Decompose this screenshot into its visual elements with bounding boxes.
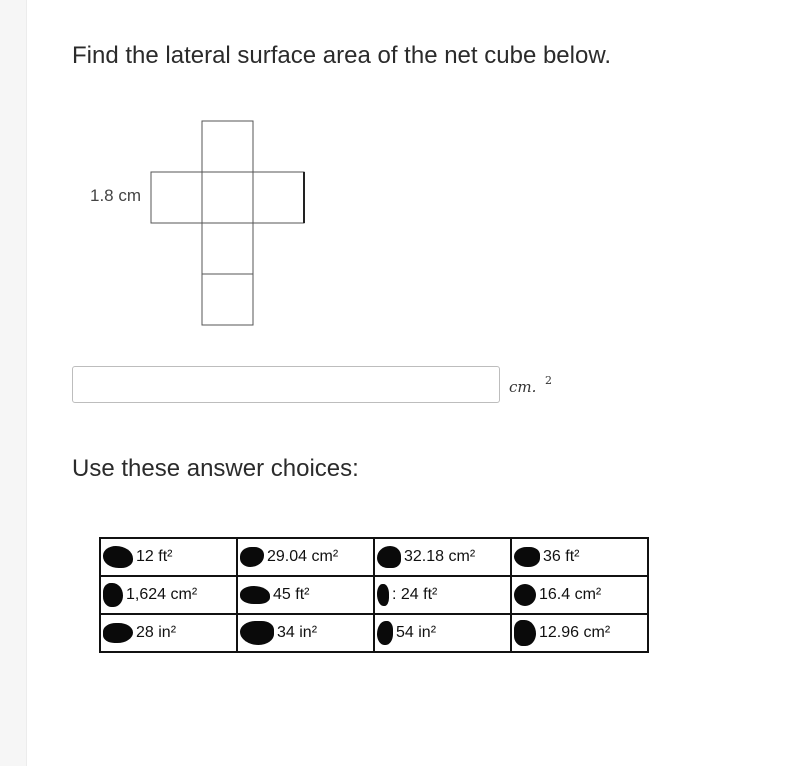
- choice-text: 54 in²: [396, 624, 437, 641]
- ink-blot-icon: [377, 546, 401, 568]
- net-square-center: [202, 172, 253, 223]
- net-square-bottom: [202, 274, 253, 325]
- choice-text: 45 ft²: [273, 586, 310, 603]
- choice-cell: [374, 614, 511, 652]
- choice-cell: [511, 576, 648, 614]
- choice-cell: [100, 538, 237, 576]
- ink-blot-icon: [240, 547, 264, 567]
- choice-text: 34 in²: [277, 624, 318, 641]
- left-margin-strip: [0, 0, 27, 766]
- choice-cell: [511, 538, 648, 576]
- choice-text: 36 ft²: [543, 548, 580, 565]
- net-square-lower: [202, 223, 253, 274]
- ink-blot-icon: [514, 620, 536, 646]
- answer-unit-exponent: 2: [545, 374, 552, 387]
- ink-blot-icon: [377, 621, 393, 645]
- ink-blot-icon: [103, 623, 133, 643]
- answer-choices-table: [99, 537, 649, 653]
- choice-cell: [374, 538, 511, 576]
- table-row: [100, 576, 648, 614]
- ink-blot-icon: [240, 586, 270, 604]
- choice-cell: [237, 538, 374, 576]
- choice-cell: [237, 614, 374, 652]
- answer-input[interactable]: [72, 366, 500, 403]
- ink-blot-icon: [514, 584, 536, 606]
- choice-cell: [100, 576, 237, 614]
- choice-cell: [100, 614, 237, 652]
- net-square-right: [253, 172, 304, 223]
- question-text: Find the lateral surface area of the net cube below.: [72, 42, 612, 69]
- choice-text: 12 ft²: [136, 548, 173, 565]
- choice-text: 16.4 cm²: [539, 586, 602, 603]
- ink-blot-icon: [377, 584, 389, 606]
- choice-text: 32.18 cm²: [404, 548, 476, 565]
- choice-text: 12.96 cm²: [539, 624, 611, 641]
- table-row: [100, 538, 648, 576]
- ink-blot-icon: [103, 583, 123, 607]
- net-side-length-label: 1.8 cm: [90, 186, 142, 205]
- choices-heading: Use these answer choices:: [72, 455, 359, 482]
- net-square-left: [151, 172, 202, 223]
- ink-blot-icon: [240, 621, 274, 645]
- choice-cell: [237, 576, 374, 614]
- table-row: [100, 614, 648, 652]
- choice-cell: [374, 576, 511, 614]
- ink-blot-icon: [514, 547, 540, 567]
- answer-unit: cm.: [509, 378, 537, 396]
- choice-text: 1,624 cm²: [126, 586, 198, 603]
- choice-text: 28 in²: [136, 624, 177, 641]
- net-square-top: [202, 121, 253, 172]
- choice-text: : 24 ft²: [392, 586, 438, 603]
- choice-cell: [511, 614, 648, 652]
- choice-text: 29.04 cm²: [267, 548, 339, 565]
- ink-blot-icon: [103, 546, 133, 568]
